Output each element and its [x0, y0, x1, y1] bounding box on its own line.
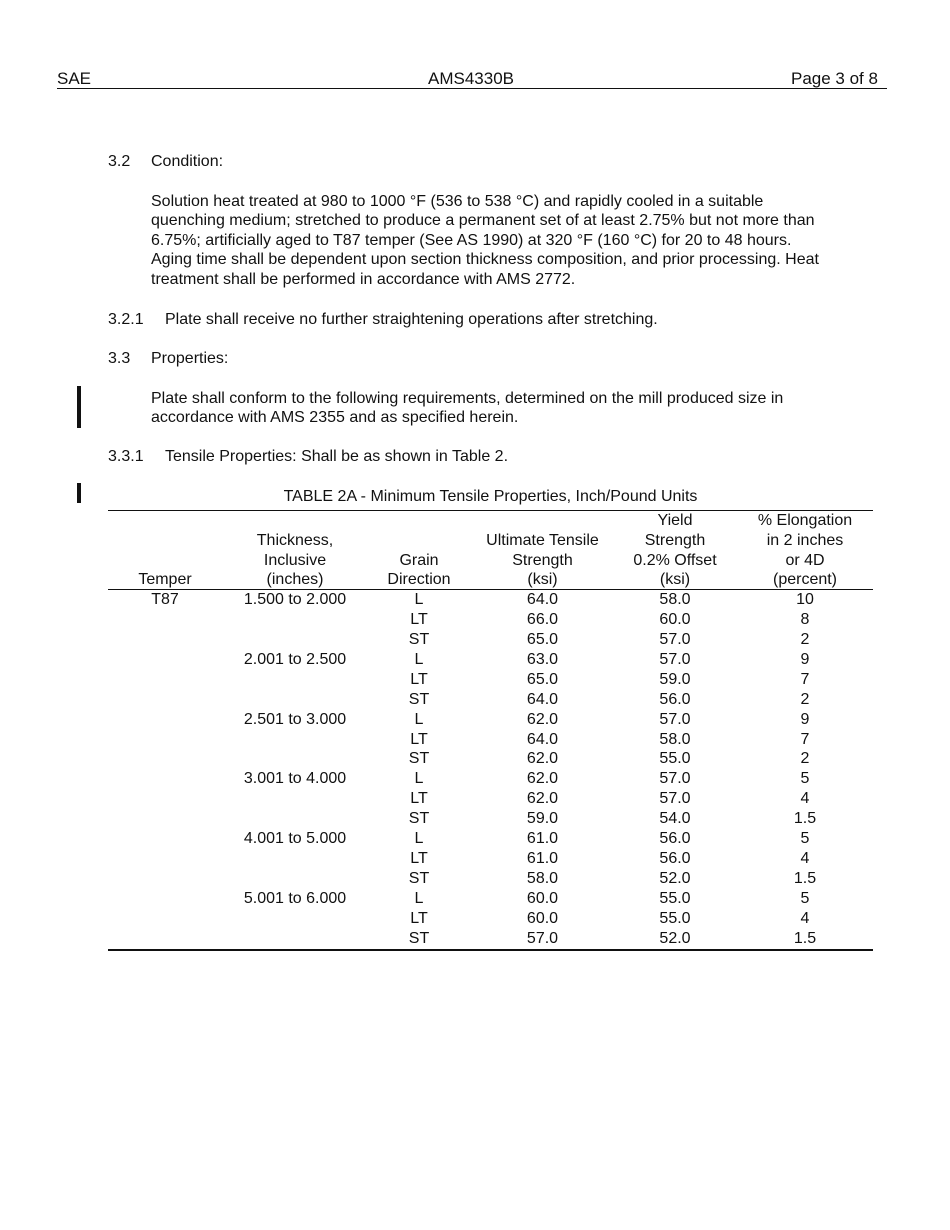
table-cell-elong: 2 — [800, 691, 810, 708]
header-elong-line-2: in 2 inches — [766, 532, 844, 549]
table-cell-thickness: 1.500 to 2.000 — [243, 591, 347, 608]
table-cell-uts: 59.0 — [526, 810, 559, 827]
table-cell-ys: 59.0 — [659, 671, 691, 688]
table-cell-grain: ST — [408, 930, 430, 947]
change-bar — [77, 483, 81, 503]
table-cell-thickness: 3.001 to 4.000 — [243, 770, 347, 787]
table-cell-elong: 4 — [800, 790, 810, 807]
table-cell-elong: 5 — [800, 830, 810, 847]
table-cell-thickness: 5.001 to 6.000 — [243, 890, 347, 907]
table-cell-uts: 64.0 — [526, 591, 559, 608]
table-cell-elong: 1.5 — [793, 810, 817, 827]
table-cell-elong: 8 — [800, 611, 810, 628]
header-elong-line-4: (percent) — [772, 571, 838, 588]
table-cell-ys: 55.0 — [659, 890, 691, 907]
table-cell-grain: ST — [408, 810, 430, 827]
table-cell-elong: 7 — [800, 731, 810, 748]
table-cell-ys: 57.0 — [659, 711, 691, 728]
section-3-3-line-2: accordance with AMS 2355 and as specified herein. — [151, 409, 519, 426]
table-cell-grain: LT — [410, 850, 428, 867]
table-cell-grain: LT — [410, 671, 428, 688]
table-cell-elong: 4 — [800, 850, 810, 867]
table-cell-uts: 61.0 — [526, 850, 559, 867]
section-3-3-title: Properties: — [151, 350, 229, 367]
header-thickness-line-1: Thickness, — [256, 532, 334, 549]
table-cell-elong: 9 — [800, 651, 810, 668]
header-grain-line-2: Direction — [387, 571, 451, 588]
table-cell-grain: ST — [408, 691, 430, 708]
table-cell-uts: 62.0 — [526, 770, 559, 787]
table-cell-elong: 5 — [800, 890, 810, 907]
table-cell-grain: L — [414, 651, 424, 668]
table-cell-grain: LT — [410, 790, 428, 807]
table-cell-elong: 2 — [800, 750, 810, 767]
table-cell-ys: 52.0 — [659, 930, 691, 947]
table-cell-elong: 2 — [800, 631, 810, 648]
table-cell-uts: 65.0 — [526, 671, 559, 688]
table-cell-grain: L — [414, 830, 424, 847]
section-3-2-number: 3.2 — [108, 153, 131, 170]
table-cell-uts: 61.0 — [526, 830, 559, 847]
section-3-2-line-5: treatment shall be performed in accordance with AMS 2772. — [151, 271, 576, 288]
table-cell-uts: 58.0 — [526, 870, 559, 887]
table-cell-ys: 57.0 — [659, 790, 691, 807]
section-3-3-1-number: 3.3.1 — [108, 448, 144, 465]
section-3-2-line-4: Aging time shall be dependent upon section thickness composition, and prior processing. Heat — [151, 251, 819, 268]
table-bottom-rule — [108, 949, 873, 951]
header-uts-line-1: Ultimate Tensile — [486, 532, 599, 549]
table-cell-uts: 65.0 — [526, 631, 559, 648]
table-cell-ys: 58.0 — [659, 591, 691, 608]
table-cell-ys: 52.0 — [659, 870, 691, 887]
table-cell-uts: 63.0 — [526, 651, 559, 668]
table-cell-elong: 7 — [800, 671, 810, 688]
header-ys-line-2: Strength — [644, 532, 706, 549]
table-cell-elong: 10 — [796, 591, 814, 608]
header-grain-line-1: Grain — [399, 552, 439, 569]
header-org: SAE — [57, 69, 92, 88]
table-cell-grain: L — [414, 591, 424, 608]
section-3-2-1-number: 3.2.1 — [108, 311, 144, 328]
header-ys-line-1: Yield — [657, 512, 693, 529]
table-cell-uts: 66.0 — [526, 611, 559, 628]
table-cell-elong: 9 — [800, 711, 810, 728]
table-cell-thickness: 2.001 to 2.500 — [243, 651, 347, 668]
header-elong-line-3: or 4D — [785, 552, 825, 569]
table-cell-ys: 57.0 — [659, 631, 691, 648]
table-cell-ys: 55.0 — [659, 910, 691, 927]
section-3-3-1-text: Tensile Properties: Shall be as shown in Table 2. — [165, 448, 509, 465]
section-3-2-line-2: quenching medium; stretched to produce a permanent set of at least 2.75% but not more than — [151, 212, 815, 229]
table-cell-grain: ST — [408, 750, 430, 767]
table-cell-ys: 56.0 — [659, 691, 691, 708]
section-3-2-line-1: Solution heat treated at 980 to 1000 °F (536 to 538 °C) and rapidly cooled in a suitable — [151, 193, 764, 210]
table-cell-ys: 55.0 — [659, 750, 691, 767]
header-elong-line-1: % Elongation — [757, 512, 853, 529]
table-cell-grain: LT — [410, 910, 428, 927]
table-cell-uts: 62.0 — [526, 750, 559, 767]
header-doc-number: AMS4330B — [428, 69, 514, 88]
change-bar — [77, 386, 81, 428]
table-cell-grain: L — [414, 770, 424, 787]
header-uts-line-3: (ksi) — [527, 571, 558, 588]
section-3-3-number: 3.3 — [108, 350, 131, 367]
table-cell-ys: 56.0 — [659, 850, 691, 867]
table-cell-thickness: 2.501 to 3.000 — [243, 711, 347, 728]
table-cell-grain: ST — [408, 870, 430, 887]
table-cell-elong: 4 — [800, 910, 810, 927]
table-cell-ys: 57.0 — [659, 770, 691, 787]
header-page-number: Page 3 of 8 — [791, 69, 878, 88]
header-rule — [57, 88, 887, 89]
table-cell-grain: LT — [410, 731, 428, 748]
section-3-2-1-text: Plate shall receive no further straightening operations after stretching. — [165, 311, 658, 328]
table-cell-elong: 1.5 — [793, 930, 817, 947]
table-cell-temper: T87 — [151, 591, 179, 608]
header-ys-line-4: (ksi) — [659, 571, 691, 588]
table-cell-ys: 57.0 — [659, 651, 691, 668]
table-cell-grain: L — [414, 890, 424, 907]
table-cell-uts: 60.0 — [526, 890, 559, 907]
table-cell-elong: 5 — [800, 770, 810, 787]
table-cell-uts: 64.0 — [526, 731, 559, 748]
header-thickness-line-2: Inclusive — [263, 552, 327, 569]
table-cell-uts: 62.0 — [526, 711, 559, 728]
table-cell-grain: L — [414, 711, 424, 728]
table-title: TABLE 2A - Minimum Tensile Properties, Inch/Pound Units — [283, 488, 698, 505]
header-thickness-line-3: (inches) — [266, 571, 324, 588]
section-3-2-line-3: 6.75%; artificially aged to T87 temper (See AS 1990) at 320 °F (160 °C) for 20 to 48 hours. — [151, 232, 792, 249]
table-cell-elong: 1.5 — [793, 870, 817, 887]
table-cell-ys: 56.0 — [659, 830, 691, 847]
section-3-2-title: Condition: — [151, 153, 224, 170]
table-cell-uts: 57.0 — [526, 930, 559, 947]
table-cell-grain: ST — [408, 631, 430, 648]
section-3-3-line-1: Plate shall conform to the following requirements, determined on the mill produced size in — [151, 390, 784, 407]
header-ys-line-3: 0.2% Offset — [633, 552, 717, 569]
table-cell-ys: 60.0 — [659, 611, 691, 628]
table-cell-thickness: 4.001 to 5.000 — [243, 830, 347, 847]
table-cell-uts: 60.0 — [526, 910, 559, 927]
table-cell-uts: 62.0 — [526, 790, 559, 807]
table-cell-ys: 54.0 — [659, 810, 691, 827]
header-uts-line-2: Strength — [512, 552, 573, 569]
header-temper-line-1: Temper — [138, 571, 192, 588]
table-cell-uts: 64.0 — [526, 691, 559, 708]
table-cell-grain: LT — [410, 611, 428, 628]
table-cell-ys: 58.0 — [659, 731, 691, 748]
